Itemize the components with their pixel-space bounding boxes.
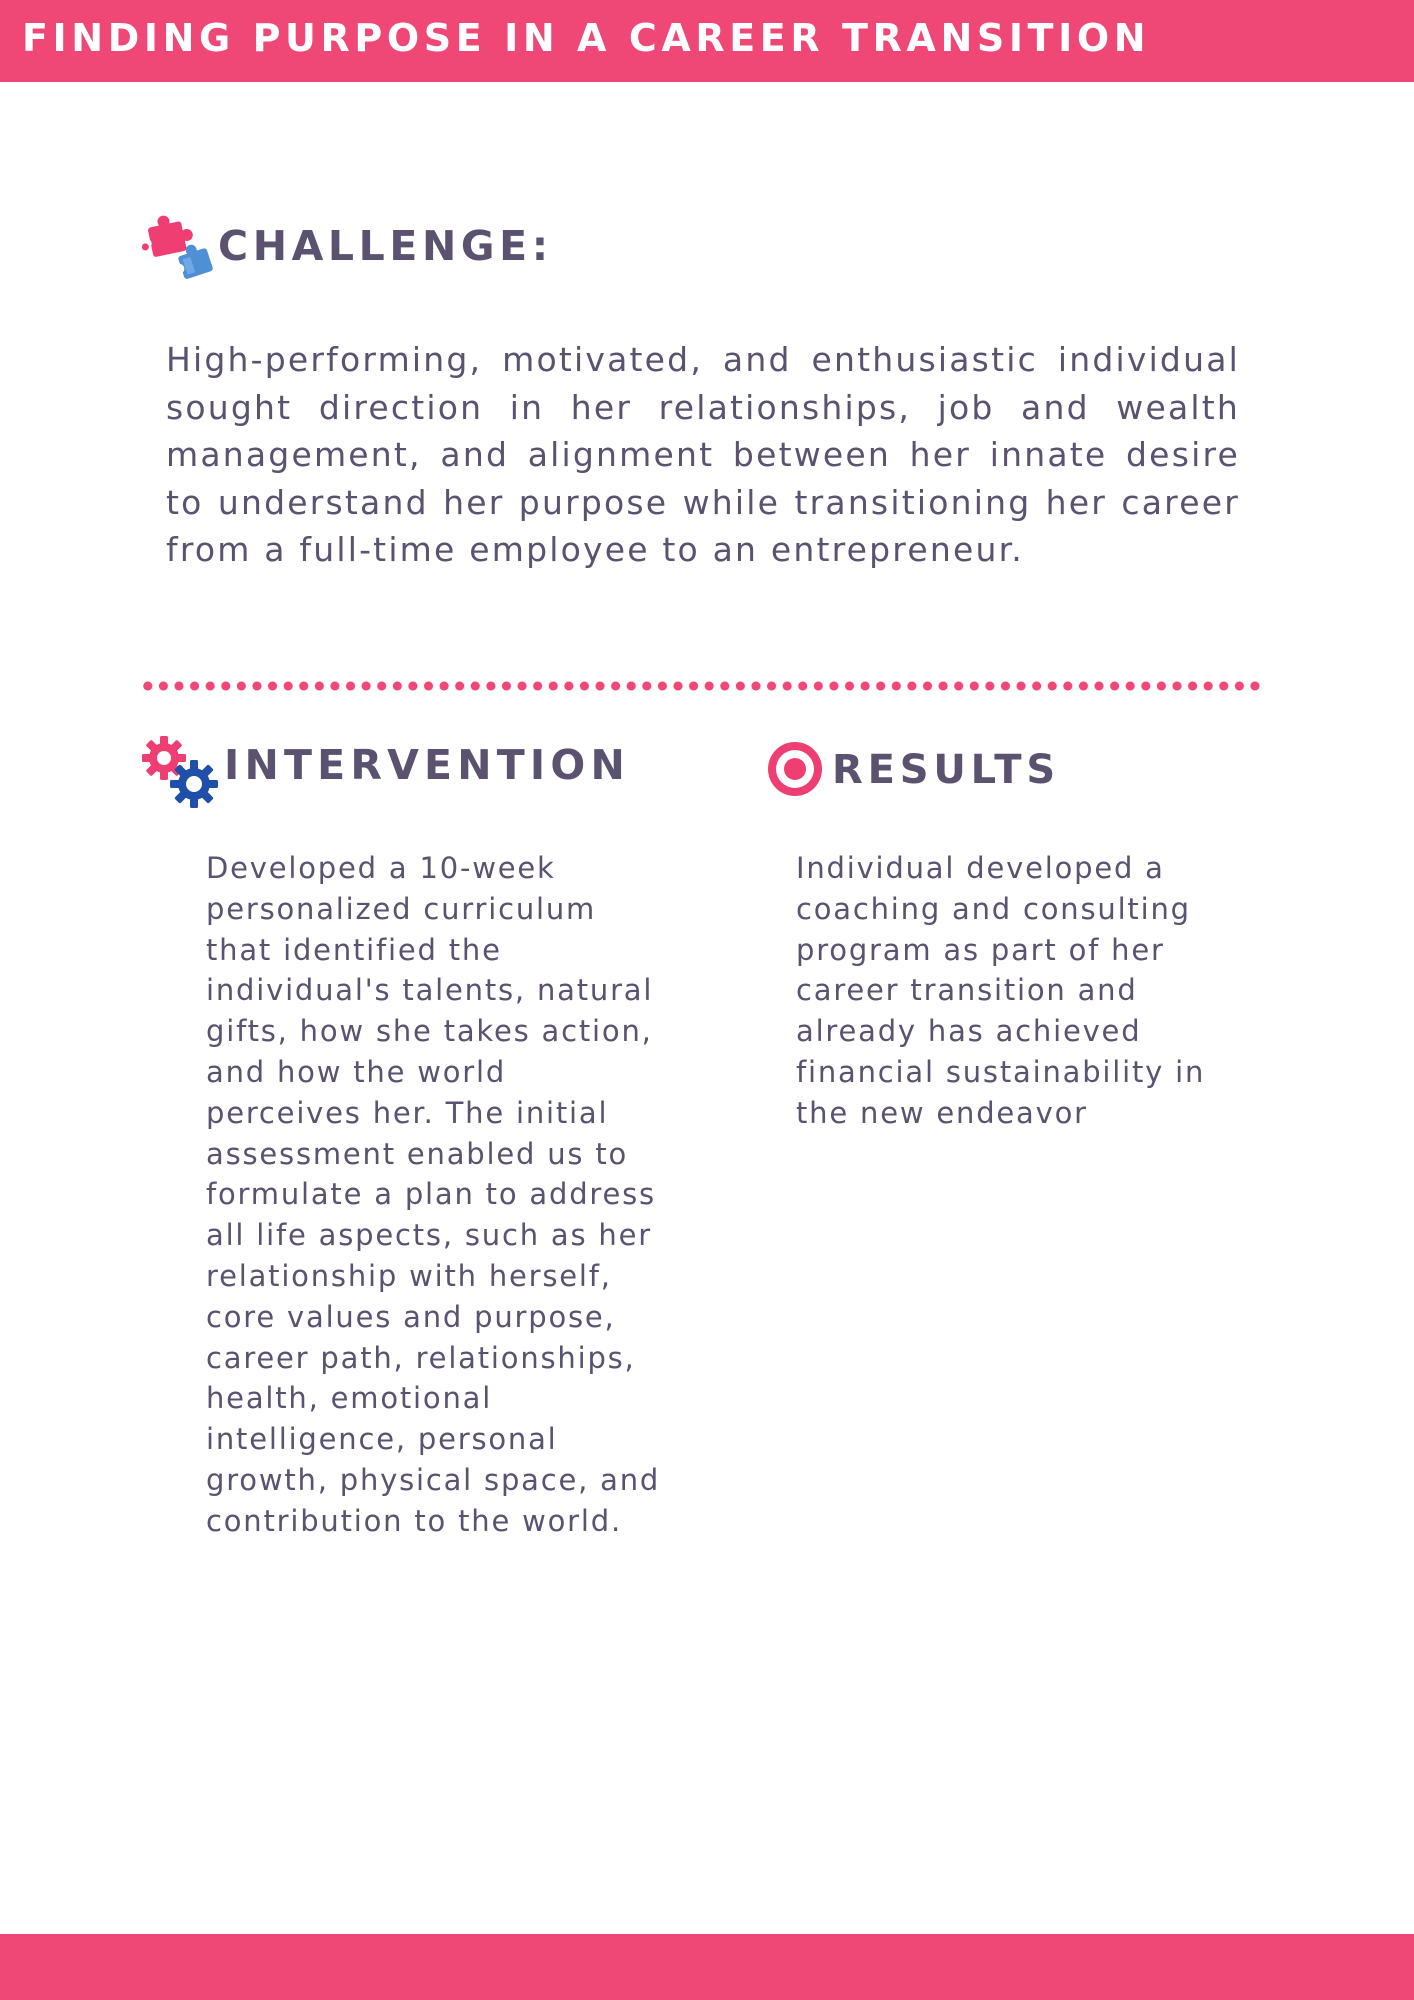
results-line: coaching and consulting — [796, 891, 1191, 926]
intervention-text — [206, 848, 666, 1542]
gears-icon — [138, 732, 222, 812]
footer-bar — [0, 1934, 1414, 2000]
intervention-line: intelligence, personal — [206, 1422, 558, 1457]
intervention-line: contribution to the world. — [206, 1503, 622, 1538]
page-title: FINDING PURPOSE IN A CAREER TRANSITION — [22, 16, 1151, 60]
intervention-line: all life aspects, such as her — [206, 1218, 652, 1253]
intervention-line: relationship with herself, — [206, 1258, 612, 1293]
challenge-heading: CHALLENGE: — [218, 222, 553, 270]
intervention-line: personalized curriculum — [206, 891, 597, 926]
intervention-line: growth, physical space, and — [206, 1462, 661, 1497]
target-icon — [766, 740, 824, 798]
intervention-line: assessment enabled us to — [206, 1136, 629, 1171]
intervention-line: that identified the — [206, 932, 502, 967]
intervention-line: individual's talents, natural — [206, 973, 654, 1008]
intervention-line: core values and purpose, — [206, 1299, 616, 1334]
results-line: already has achieved — [796, 1014, 1142, 1049]
intervention-line: perceives her. The initial — [206, 1095, 609, 1130]
results-line: Individual developed a — [796, 851, 1165, 885]
header-bar — [0, 0, 1414, 82]
results-line: career transition and — [796, 973, 1138, 1008]
results-line: financial sustainability in — [796, 1054, 1206, 1089]
intervention-line: formulate a plan to address — [206, 1177, 656, 1212]
challenge-text: High-performing, motivated, and enthusiastic individual sought direction in her relationships, job and wealth management, and alignment between her innate desire to understand her purpose while transitioning her career from a full-time employee to an entrepreneur. — [166, 340, 1240, 569]
results-heading: RESULTS — [832, 747, 1060, 793]
intervention-line: and how the world — [206, 1054, 507, 1089]
results-text — [796, 848, 1236, 1134]
intervention-line: gifts, how she takes action, — [206, 1014, 653, 1049]
puzzle-icon — [138, 212, 214, 286]
results-line: the new endeavor — [796, 1095, 1088, 1130]
intervention-line: health, emotional — [206, 1381, 493, 1416]
intervention-heading: INTERVENTION — [224, 741, 630, 789]
dotted-divider — [140, 680, 1260, 692]
results-line: program as part of her — [796, 932, 1165, 967]
intervention-line: career path, relationships, — [206, 1340, 636, 1375]
intervention-line: Developed a 10-week — [206, 851, 556, 885]
